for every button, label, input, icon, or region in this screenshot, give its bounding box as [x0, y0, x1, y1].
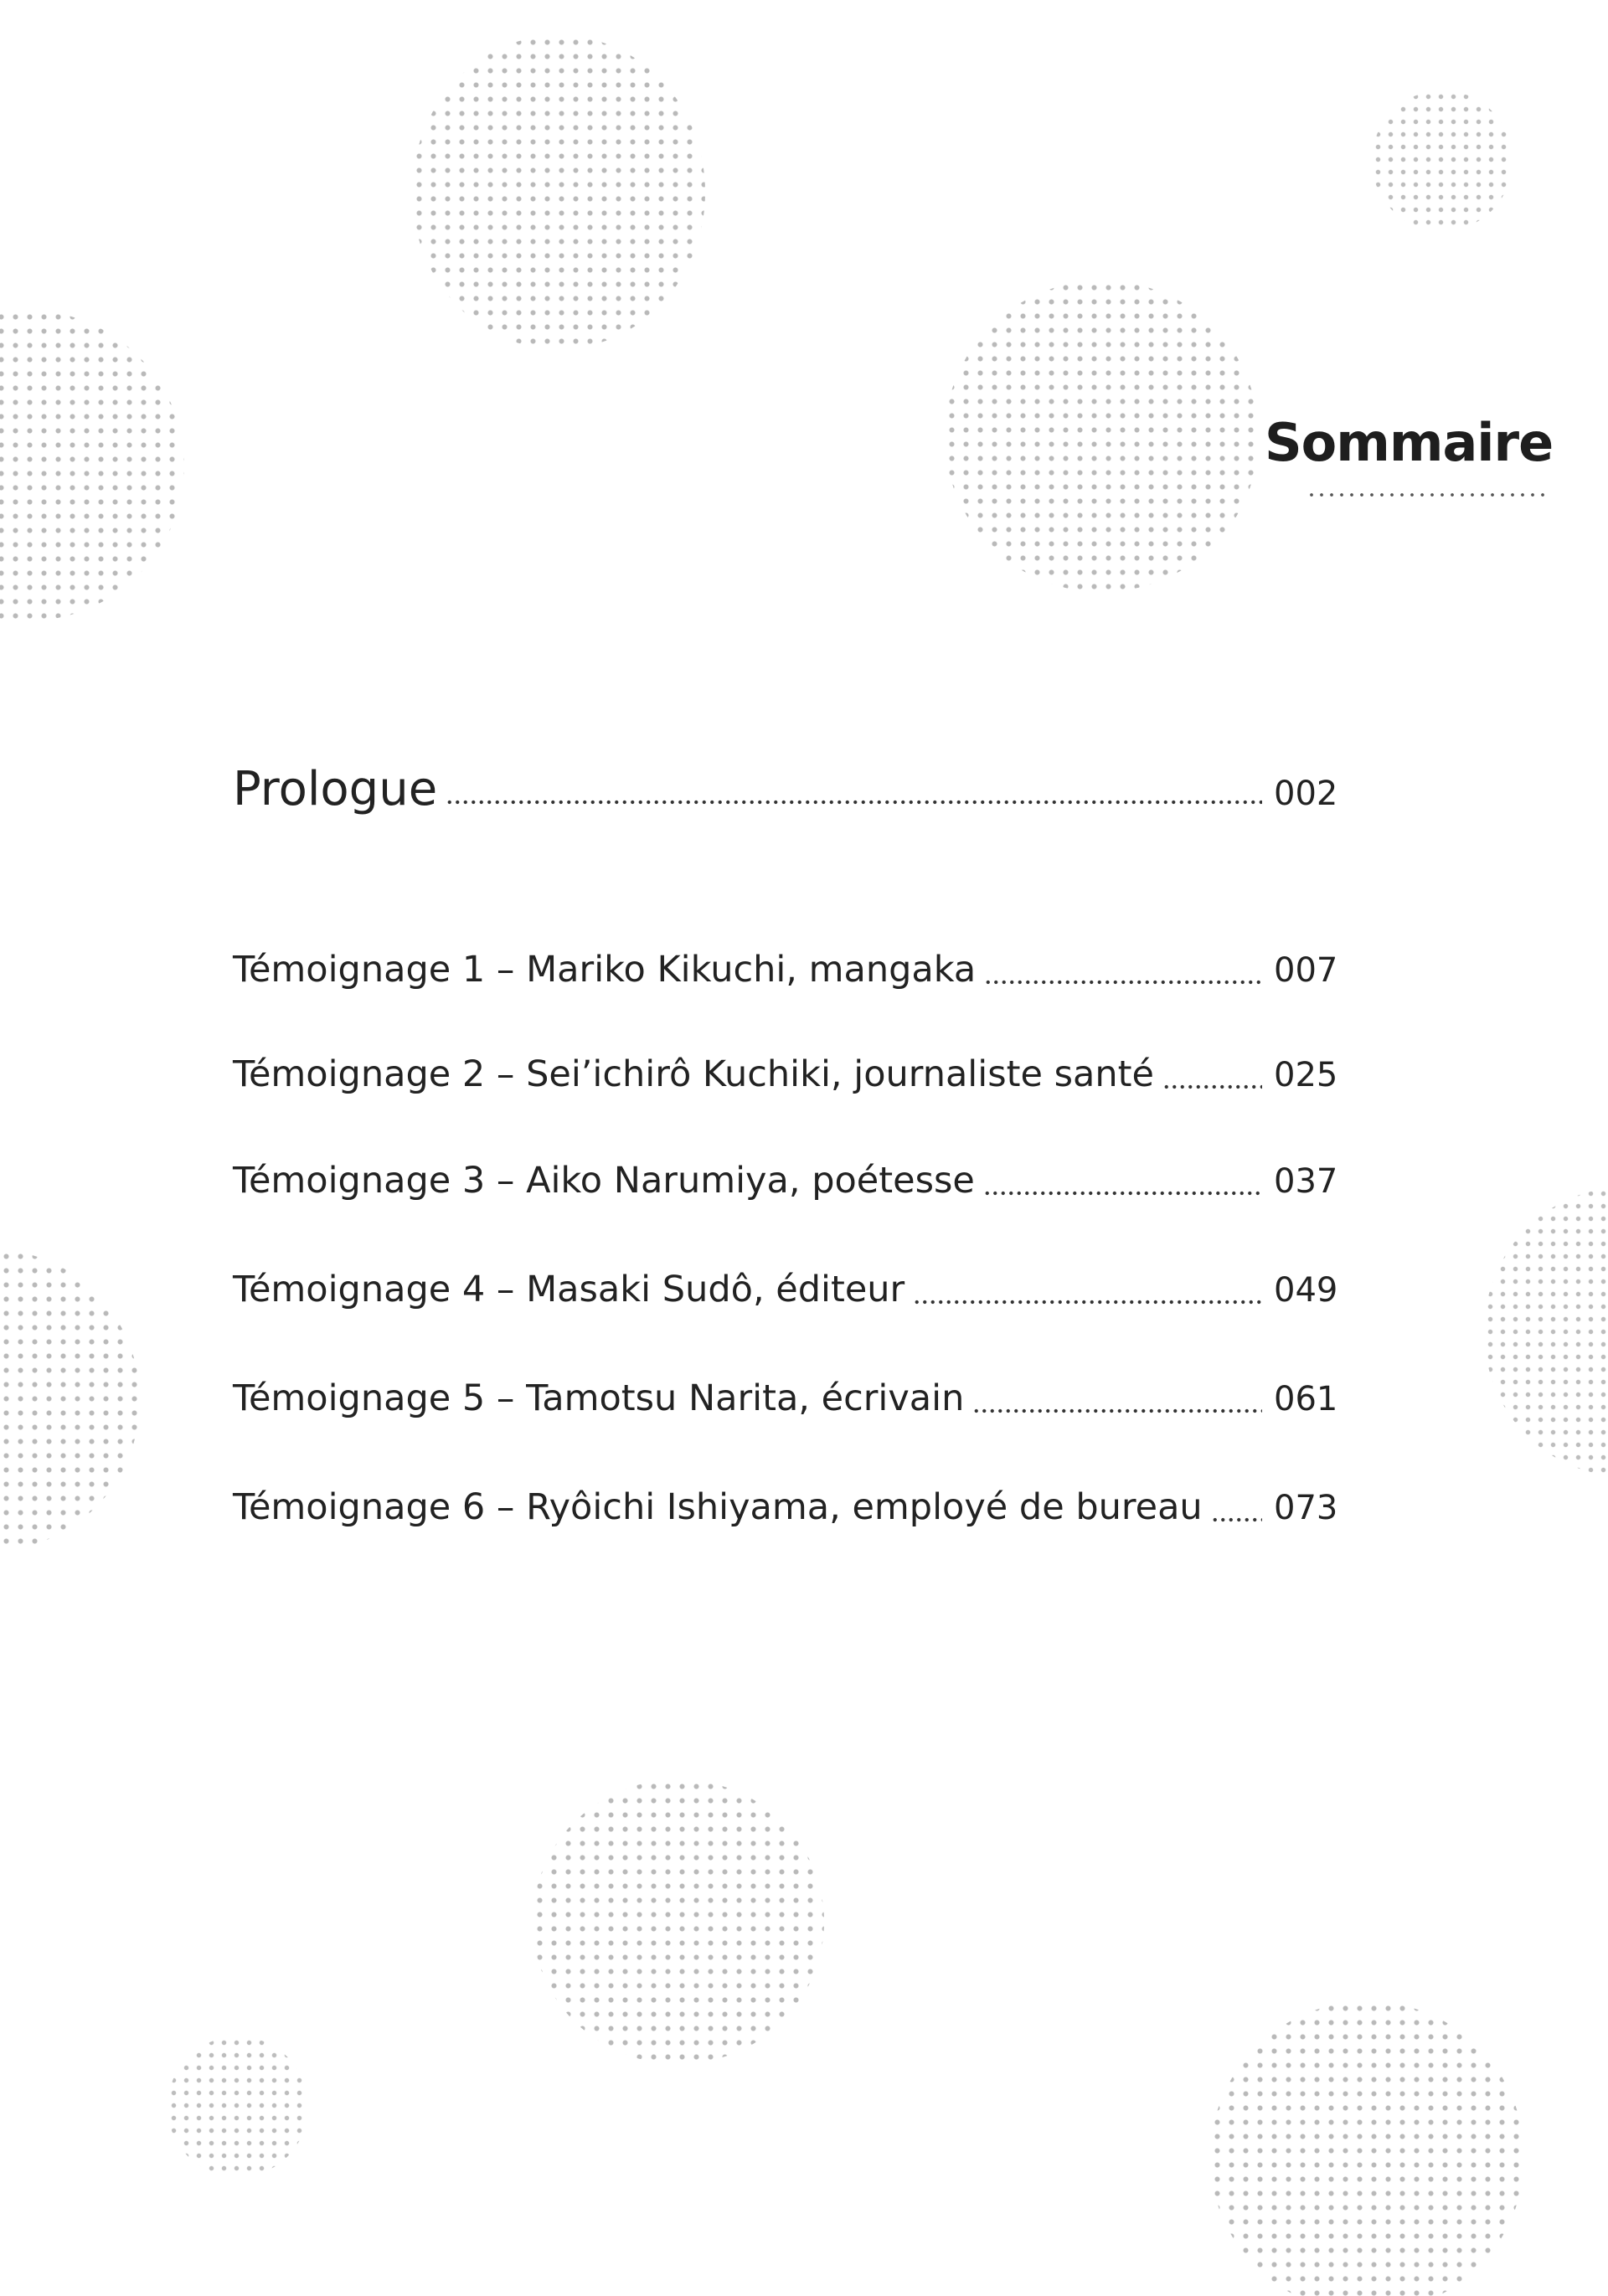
- toc-entry[interactable]: [233, 1264, 1343, 1315]
- toc-entry-label: Prologue: [233, 762, 438, 816]
- toc-page-number: 007: [1274, 951, 1338, 990]
- toc-entry-label: Témoignage 5 – Tamotsu Narita, écrivain: [233, 1377, 965, 1419]
- dotted-circle-decoration: [945, 281, 1259, 592]
- dotted-leader: [984, 980, 1262, 985]
- toc-page-number: 037: [1274, 1162, 1338, 1201]
- dotted-circle-decoration: [1210, 2001, 1524, 2296]
- dotted-leader: [446, 800, 1262, 805]
- page-title: Sommaire: [1265, 412, 1554, 473]
- dotted-circle-decoration: [412, 35, 705, 349]
- toc-entry[interactable]: [233, 1482, 1343, 1532]
- toc-entry-prologue[interactable]: [233, 764, 1343, 815]
- toc-entry[interactable]: [233, 1049, 1343, 1099]
- dotted-leader: [1211, 1517, 1262, 1522]
- title-dotted-underline: [1306, 492, 1545, 497]
- toc-page-number: 025: [1274, 1056, 1338, 1094]
- toc-page-number: 073: [1274, 1489, 1338, 1527]
- dotted-leader: [1162, 1084, 1262, 1089]
- toc-entry[interactable]: [233, 1373, 1343, 1423]
- dotted-circle-decoration: [1372, 90, 1513, 231]
- dotted-leader: [972, 1408, 1262, 1413]
- toc-entry-label: Témoignage 1 – Mariko Kikuchi, mangaka: [233, 949, 977, 991]
- toc-entry-label: Témoignage 2 – Sei’ichirô Kuchiki, journaliste santé: [233, 1053, 1154, 1095]
- dotted-leader: [913, 1300, 1262, 1305]
- dotted-circle-decoration: [0, 1249, 140, 1551]
- toc-page-number: 061: [1274, 1380, 1338, 1418]
- toc-page-number: 002: [1274, 775, 1338, 813]
- toc-entry[interactable]: [233, 1156, 1343, 1206]
- toc-entry-label: Témoignage 3 – Aiko Narumiya, poétesse: [233, 1160, 975, 1202]
- toc-page-number: 049: [1274, 1271, 1338, 1310]
- dotted-circle-decoration: [1484, 1187, 1608, 1476]
- dotted-leader: [983, 1191, 1262, 1196]
- dotted-circle-decoration: [168, 2036, 308, 2177]
- dotted-circle-decoration: [0, 310, 184, 621]
- toc-entry-label: Témoignage 4 – Masaki Sudô, éditeur: [233, 1269, 905, 1310]
- toc-entry-label: Témoignage 6 – Ryôichi Ishiyama, employé de bureau: [233, 1486, 1203, 1528]
- dotted-circle-decoration: [533, 1779, 824, 2064]
- toc-entry[interactable]: [233, 945, 1343, 995]
